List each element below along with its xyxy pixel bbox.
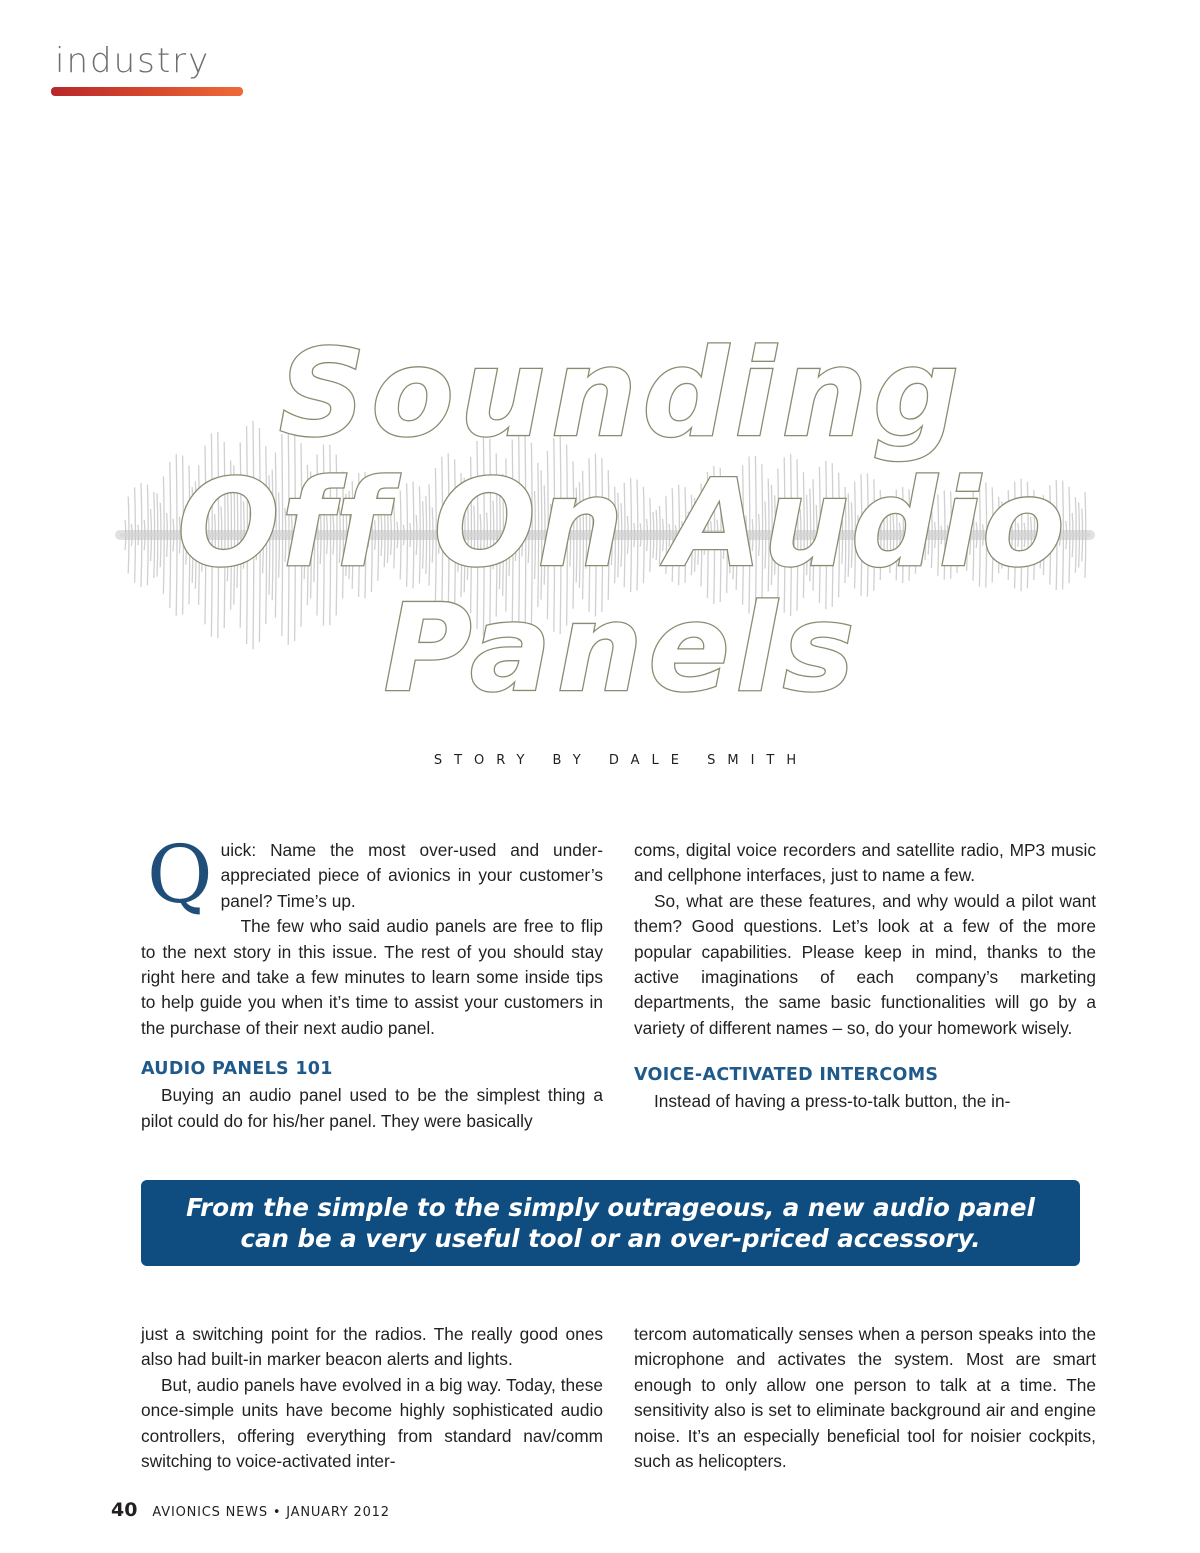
intro-paragraph: uick: Name the most over-used and under-appreciated piece of avionics in your customer’s panel? Time’s up. (220, 840, 603, 911)
subheading-voice-activated-intercoms: VOICE-ACTIVATED INTERCOMS (634, 1065, 939, 1086)
issue-date: JANUARY 2012 (286, 1505, 390, 1520)
article-column-2 (634, 838, 1096, 1115)
paragraph: just a switching point for the radios. The really good ones also had built-in marker beacon alerts and lights. (141, 1324, 603, 1370)
byline: STORY BY DALE SMITH (433, 753, 809, 768)
publication-name: AVIONICS NEWS (152, 1505, 268, 1520)
paragraph: tercom automatically senses when a person speaks into the microphone and activates the system. Most are smart enough to only allow one person to talk at a time. The sensitivity also is set to eliminate background air and engine noise. It’s an especially beneficial tool for noisier cockpits, such as helicopters. (634, 1324, 1096, 1472)
article-column-4 (634, 1322, 1096, 1474)
paragraph: But, audio panels have evolved in a big way. Today, these once-simple units have become highly sophisticated audio controllers, offering everything from standard nav/comm switching to voice-activated inter- (141, 1374, 603, 1472)
footer-separator: • (272, 1505, 282, 1520)
pull-quote-line-1: From the simple to the simply outrageous, a new audio panel (186, 1193, 1035, 1222)
article-column-3 (141, 1322, 603, 1474)
page-number: 40 (111, 1499, 138, 1521)
drop-cap: Q (147, 828, 213, 921)
title-line-2: Off On Audio (177, 455, 1067, 594)
section-label: industry (55, 41, 211, 81)
pull-quote-line-2: can be a very useful tool or an over-priced accessory. (240, 1224, 981, 1253)
paragraph: Buying an audio panel used to be the simplest thing a pilot could do for his/her panel. They were basically (141, 1085, 603, 1131)
title-line-3: Panels (383, 580, 861, 719)
pull-quote (141, 1180, 1080, 1266)
waveform-graphic (0, 330, 1200, 730)
title-line-1: Sounding (278, 330, 966, 464)
page-footer (111, 1499, 390, 1521)
paragraph: So, what are these features, and why would a pilot want them? Good questions. Let’s look at a few of the more popular capabilities. Please keep in mind, thanks to the active imaginations of each company’s marketing departments, the same basic functionalities will go by a variety of different names – so, do your homework wisely. (634, 890, 1096, 1038)
section-rule (51, 87, 243, 96)
paragraph: coms, digital voice recorders and satellite radio, MP3 music and cellphone interfaces, just to name a few. (634, 840, 1096, 886)
title-graphic (0, 330, 1200, 730)
paragraph: Instead of having a press-to-talk button, the in- (654, 1091, 1011, 1112)
subheading-audio-panels-101: AUDIO PANELS 101 (141, 1059, 333, 1080)
article-column-1 (141, 828, 603, 1134)
paragraph: The few who said audio panels are free to flip to the next story in this issue. The rest of you should stay right here and take a few minutes to learn some inside tips to help guide you when it’s time to assist your customers in the purchase of their next audio panel. (141, 916, 603, 1038)
